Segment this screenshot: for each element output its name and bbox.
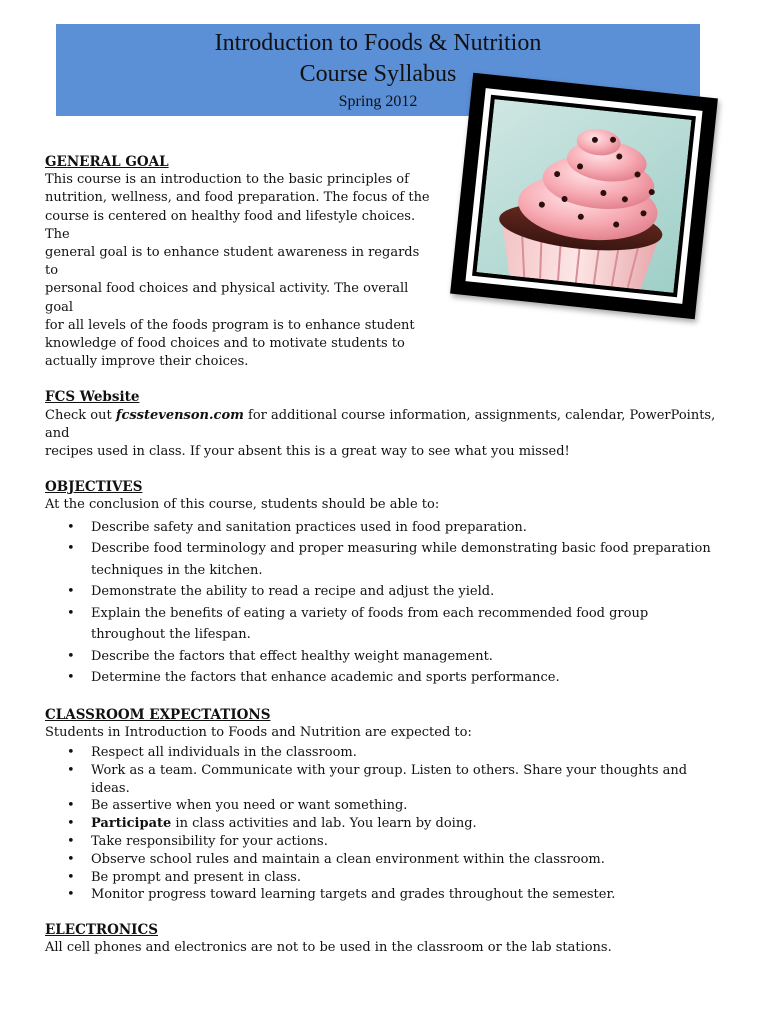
expectation-text: Respect all individuals in the classroom. [91, 745, 357, 761]
bullet-icon: • [67, 816, 75, 832]
expectations-heading: CLASSROOM EXPECTATIONS [45, 706, 271, 723]
bullet-icon: • [67, 745, 75, 761]
bullet-icon: • [67, 541, 75, 557]
bullet-icon: • [67, 519, 75, 535]
objective-text: Describe safety and sanitation practices used in food preparation. [91, 519, 527, 535]
bullet-icon: • [67, 834, 75, 850]
website-prefix: Check out [45, 407, 116, 423]
list-item [45, 886, 725, 904]
course-subtitle: Course Syllabus [299, 61, 457, 87]
goal-line: knowledge of food choices and to motivate students to [45, 336, 405, 352]
objective-text: Demonstrate the ability to read a recipe and adjust the yield. [91, 584, 495, 600]
goal-line: personal food choices and physical activity. The overall goal [45, 281, 409, 315]
bullet-icon: • [67, 798, 75, 814]
goal-line: course is centered on healthy food and lifestyle choices. The [45, 208, 416, 242]
list-item [45, 581, 725, 603]
objective-text: Explain the benefits of eating a variety of foods from each recommended food group throughout the lifespan. [91, 605, 649, 643]
electronics-heading: ELECTRONICS [45, 922, 158, 939]
goal-line: actually improve their choices. [45, 354, 249, 370]
syllabus-body [45, 153, 725, 958]
website-heading: FCS Website [45, 389, 140, 406]
expectations-section [45, 706, 725, 905]
list-item [45, 815, 725, 833]
expectation-text: Be prompt and present in class. [91, 869, 301, 885]
bullet-icon: • [67, 887, 75, 903]
list-item [45, 851, 725, 869]
participate-bold: Participate [91, 816, 172, 832]
list-item [45, 538, 725, 581]
list-item [45, 517, 725, 539]
general-goal-text [45, 171, 430, 371]
website-link[interactable]: fcsstevenson.com [115, 407, 244, 423]
website-text [45, 407, 725, 443]
list-item [45, 797, 725, 815]
website-section [45, 388, 725, 461]
goal-line: for all levels of the foods program is to enhance student [45, 317, 415, 333]
list-item [45, 646, 725, 668]
expectations-list [45, 744, 725, 904]
electronics-section [45, 921, 725, 957]
website-suffix: for additional course information, assignments, calendar, PowerPoints, and [45, 407, 716, 441]
expectation-text: Be assertive when you need or want something. [91, 798, 408, 814]
bullet-icon: • [67, 670, 75, 686]
bullet-icon: • [67, 648, 75, 664]
course-term: Spring 2012 [338, 93, 418, 110]
website-text-line2: recipes used in class. If your absent this is a great way to see what you missed! [45, 444, 570, 460]
list-item [45, 869, 725, 887]
objective-text: Describe food terminology and proper measuring while demonstrating basic food preparation techniques in the kitchen. [91, 541, 711, 578]
general-goal-heading: GENERAL GOAL [45, 154, 169, 170]
objective-text: Determine the factors that enhance academic and sports performance. [91, 670, 560, 686]
objective-text: Describe the factors that effect healthy weight management. [91, 648, 493, 664]
expectations-intro: Students in Introduction to Foods and Nutrition are expected to: [45, 724, 472, 740]
expectation-text: Work as a team. Communicate with your group. Listen to others. Share your thoughts and ideas. [91, 762, 688, 796]
objectives-intro: At the conclusion of this course, students should be able to: [45, 497, 440, 513]
goal-line: general goal is to enhance student awareness in regards to [45, 245, 420, 279]
bullet-icon: • [67, 869, 75, 885]
objectives-section [45, 478, 725, 688]
bullet-icon: • [67, 851, 75, 867]
goal-line: nutrition, wellness, and food preparation. The focus of the [45, 190, 430, 206]
participate-rest: in class activities and lab. You learn by doing. [171, 816, 477, 832]
list-item [45, 603, 725, 646]
expectation-text: Observe school rules and maintain a clean environment within the classroom. [91, 851, 605, 867]
course-title: Introduction to Foods & Nutrition [214, 30, 542, 56]
bullet-icon: • [67, 762, 75, 778]
objectives-list [45, 517, 725, 689]
goal-line: This course is an introduction to the basic principles of [45, 172, 409, 188]
expectation-text: Monitor progress toward learning targets and grades throughout the semester. [91, 887, 616, 903]
list-item [45, 744, 725, 762]
bullet-icon: • [67, 605, 75, 621]
list-item [45, 833, 725, 851]
objectives-heading: OBJECTIVES [45, 479, 143, 496]
electronics-text: All cell phones and electronics are not to be used in the classroom or the lab stations. [45, 940, 612, 956]
expectation-text: Take responsibility for your actions. [91, 834, 328, 850]
bullet-icon: • [67, 584, 75, 600]
list-item [45, 667, 725, 689]
list-item [45, 762, 725, 798]
